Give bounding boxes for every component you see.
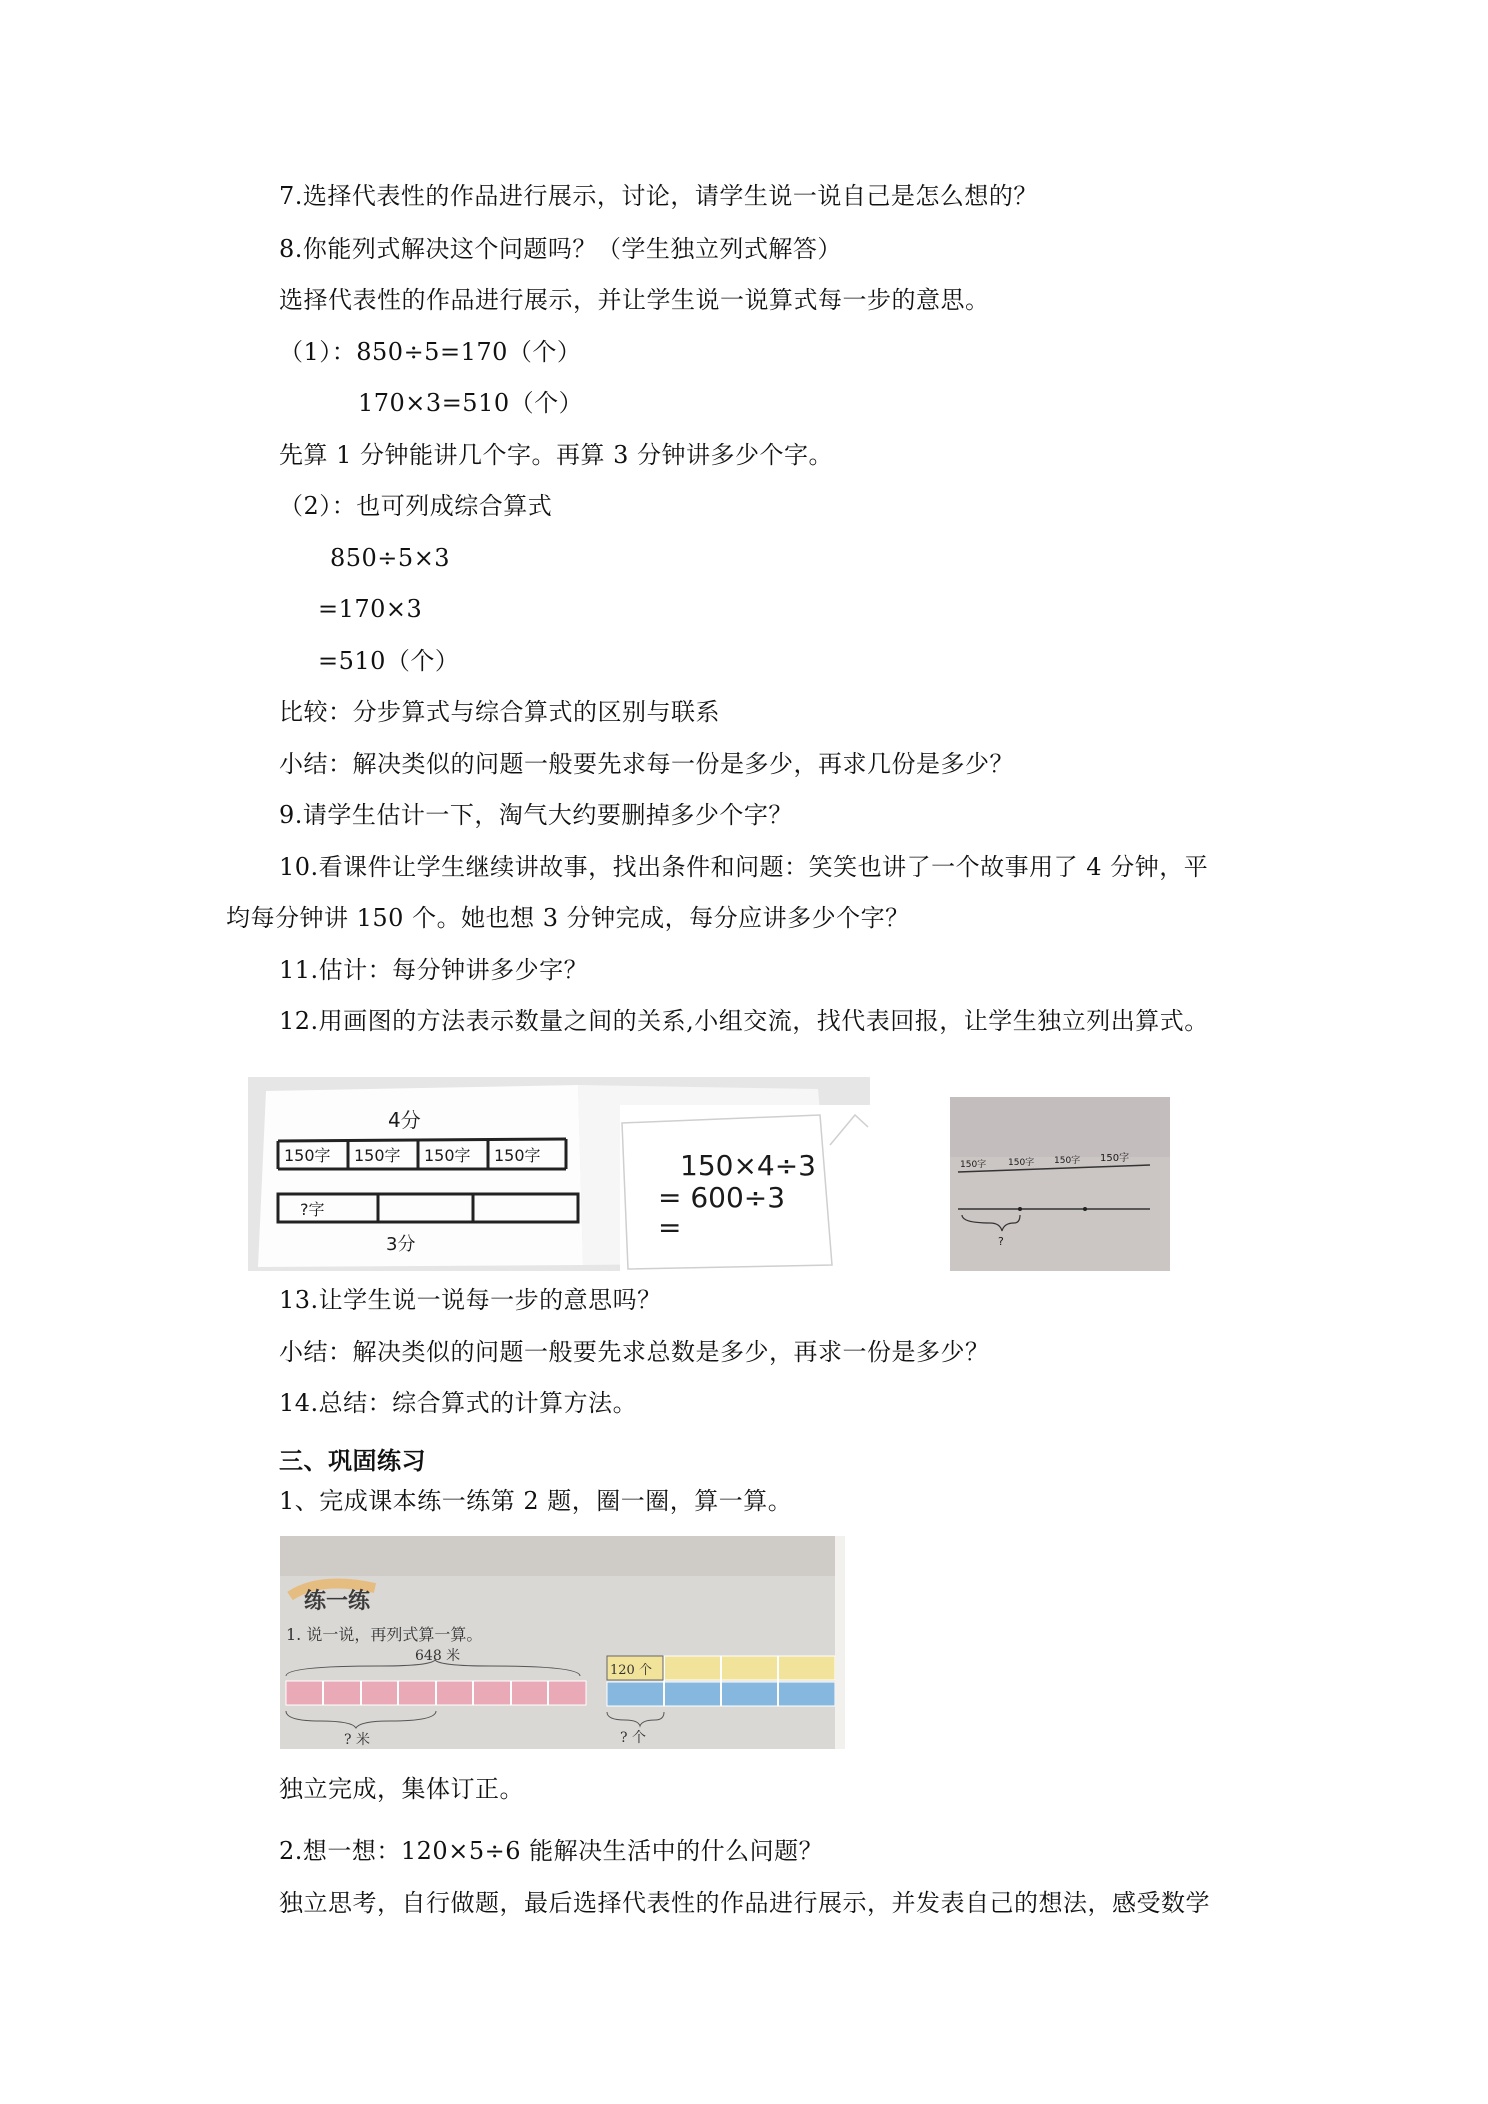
segment-label: 150字: [494, 1146, 541, 1165]
step-12-text: 12.用画图的方法表示数量之间的关系,小组交流，找代表回报，让学生独立列出算式。: [279, 1007, 1209, 1035]
exercise-1-text: 1、完成课本练一练第 2 题，圈一圈，算一算。: [279, 1487, 793, 1515]
student-equation-photo: [620, 1105, 870, 1271]
number-line-label: 150字: [1008, 1158, 1035, 1168]
section-heading: 三、巩固练习: [279, 1447, 426, 1475]
number-line-label: 150字: [1054, 1156, 1081, 1166]
step-11-text: 11.估计：每分钟讲多少字？: [279, 956, 589, 984]
student-drawing-photo-2: [950, 1097, 1170, 1271]
step-10-text: 10.看课件让学生继续讲故事，找出条件和问题：笑笑也讲了一个故事用了 4 分钟，平: [279, 853, 1209, 881]
combined-equation-3: =510（个）: [318, 647, 460, 675]
combined-equation-2: =170×3: [318, 595, 423, 623]
unknown-segment-label: ?字: [300, 1200, 325, 1219]
step-13-text: 13.让学生说一说每一步的意思吗？: [279, 1286, 662, 1314]
step-8-text: 8.你能列式解决这个问题吗？（学生独立列式解答）: [279, 235, 842, 263]
comparison-text: 比较：分步算式与综合算式的区别与联系: [279, 698, 720, 726]
new-time-label: 3分: [386, 1234, 416, 1255]
method-2-title: （2）：也可列成综合算式: [279, 492, 553, 520]
total-length-label: 648 米: [415, 1648, 461, 1664]
equation-line-2: = 600÷3: [658, 1181, 786, 1214]
left-question-label: ? 米: [344, 1732, 370, 1748]
textbook-exercise-photo: [280, 1536, 845, 1749]
right-question-label: ? 个: [620, 1730, 646, 1746]
segment-label: 150字: [284, 1146, 331, 1165]
step-7-text: 7.选择代表性的作品进行展示，讨论，请学生说一说自己是怎么想的？: [279, 182, 1038, 210]
exercise-problem: 1. 说一说，再列式算一算。: [286, 1625, 483, 1644]
segment-label: 150字: [354, 1146, 401, 1165]
method-1-equation-2: 170×3=510（个）: [358, 389, 584, 417]
summary-1-text: 小结：解决类似的问题一般要先求每一份是多少，再求几份是多少？: [279, 750, 1014, 778]
number-line-label: 150字: [1100, 1153, 1130, 1164]
number-line-question: ?: [998, 1235, 1004, 1248]
segment-label: 150字: [424, 1146, 471, 1165]
exercise-2-instruction: 独立思考，自行做题，最后选择代表性的作品进行展示，并发表自己的想法，感受数学: [279, 1889, 1210, 1917]
equation-line-1: 150×4÷3: [680, 1149, 816, 1182]
exercise-1-instruction: 独立完成，集体订正。: [279, 1775, 524, 1803]
equation-line-3: =: [658, 1211, 682, 1244]
right-unit-label: 120 个: [610, 1663, 652, 1678]
summary-2-text: 小结：解决类似的问题一般要先求总数是多少，再求一份是多少？: [279, 1338, 990, 1366]
exercise-2-text: 2.想一想：120×5÷6 能解决生活中的什么问题？: [279, 1837, 824, 1865]
method-1-explanation: 先算 1 分钟能讲几个字。再算 3 分钟讲多少个字。: [279, 441, 834, 469]
combined-equation-1: 850÷5×3: [330, 544, 451, 572]
step-9-text: 9.请学生估计一下，淘气大约要删掉多少个字？: [279, 801, 793, 829]
show-work-text: 选择代表性的作品进行展示，并让学生说一说算式每一步的意思。: [279, 286, 990, 314]
exercise-heading: 练一练: [304, 1589, 371, 1614]
number-line-label: 150字: [960, 1160, 987, 1170]
total-time-label: 4分: [388, 1108, 421, 1132]
step-10-text-cont: 均每分钟讲 150 个。她也想 3 分钟完成，每分应讲多少个字？: [226, 904, 910, 932]
step-14-text: 14.总结：综合算式的计算方法。: [279, 1389, 638, 1417]
method-1-equation: （1）：850÷5=170（个）: [279, 338, 582, 366]
